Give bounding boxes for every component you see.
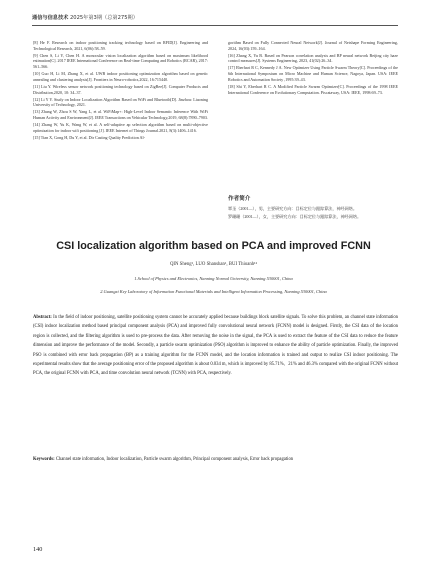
author-info-item: 罗珊珊（2001—），女，主要研究方向：目标定位与跟踪算法，神经网络。 [228, 213, 362, 219]
paper-title: CSI localization algorithm based on PCA and improved FCNN [56, 240, 371, 252]
reference-item: [18] Shi Y, Eberhart R C. A Modified Particle Swarm Optimizer[C]. Proceedings of the 1998 IEEE International Conference on Evolutionary Computation. Piscataway, USA: IEEE, 1998:69–73. [228, 83, 398, 95]
header-rule [32, 25, 398, 26]
keywords-text: Channel state information, Indoor localization, Particle swarm algorithm, Principal component analysis, Error back propagation [55, 457, 294, 462]
reference-item: [15] Tian X, Gong H, Du Y, et al. Dir Casting Quality Prediction Al- [33, 134, 146, 140]
issue-info: 2025年第3期（总第275期） [69, 15, 138, 21]
abstract [33, 313, 398, 379]
abstract-label: Abstract: [33, 315, 52, 320]
keywords-label: Keywords: [33, 457, 55, 462]
reference-item: [17] Eberhart R C, Kennedy J A. New Optimizer Using Particle Swarm Theory[C]. Proceedings of the 6th International Symposium on Micro Machine and Human Science, Nagoya, Japan. USA: IEEE Robotics and Automation Society ,1995:39–43. [228, 65, 398, 82]
author-info [228, 197, 398, 221]
reference-item: [12] Li Y Y. Study on Indoor Localization Algorithm Based on WiFi and Bluetooth[D]. Jinzhou: Liaoning University of Technology, 2021. [33, 96, 208, 108]
references-right-column [228, 40, 398, 97]
reference-item: [16] Zhang X, Yu B. Based on Pearson correlation analysis and BP neural network Beijing city haze control measures[J]. Systems Engineering, 2023, 41(02):26–34. [228, 52, 398, 64]
reference-item: [13] Zhang W, Zhou S W, Yang L, et al. WiFiMap+: High-Level Indoor Semantic Inference With WiFi Human Activity and Environment[J]. IEEE Transactions on Vehicular Technology,2019, 68(8):7890–7903. [33, 109, 208, 120]
reference-item: gorithm Based on Fully Connected Neural Network[J]. Journal of Netshape Forming Engineering, 2024, 16(03):159–164. [228, 40, 398, 51]
author-info-item: 覃圣（2001—），男，主要研究方向：目标定位与跟踪算法，神经网络。 [228, 205, 357, 211]
reference-item: [9] Chen S, Li Y, Chen H. A monocular vision localization algorithm based on maximum likelihood estimation[C]. 2017 IEEE International Conference on Real-time Computing and Robotics (RCAR), 2017: 561–566. [33, 52, 208, 70]
page-number: 140 [33, 546, 43, 553]
reference-item: [10] Guo H, Li M, Zhang X, et al. UWB indoor positioning optimization algorithm based on genetic annealing and clustering analysis[J]. Frontiers in Neuro-robotics,2022, 16:715440. [33, 71, 208, 82]
reference-item: [14] Zhang W, Yu K, Wang W, et al. A self-adaptive ap selection algorithm based on multi-objective optimization for indoor wifi positioning [J]. IEEE Internet of Things Journal.2021, 8(3):1406–1416. [33, 121, 208, 133]
author-info-title: 作者简介 [228, 196, 251, 202]
paper-authors: QIN Sheng¹, LUO Shanshan¹, BUI Thioanh¹² [169, 262, 258, 267]
affiliation-1: 1.School of Physics and Electronics, Nanning Normal University, Nanning 530001, China [134, 276, 293, 281]
reference-item: [11] Liu Y. Wireless sensor network positioning technology based on ZigBee[J]. Computer Products and Distribution,2020, 10: 34–37. [33, 83, 208, 95]
references-left-column [33, 40, 208, 142]
affiliation-2: 2.Guangxi Key Laboratory of Information Functional Materials and Intelligent Information Processing, Nanning 530001, China [100, 289, 327, 294]
journal-name: 通信与信息技术 [32, 15, 69, 21]
abstract-text: In the field of indoor positioning, satellite positioning system cannot be accurately applied because buildings block satellite signals. To solve this problem, an channel state information (CSI) indoor localization method based principal component analysis (PCA) and improved fully convolutional neural network (FCNN) model is designed. Firstly, the CSI data of the location region is collected, and the filtering algorithm is used to pre-process the data. After removing the noise in the signal, the PCA is used to extract the feature of the CSI data to reduce the feature dimension and improve the performance of the model. Secondly, a particle swarm optimization (PSO) algorithm is improved to enhance the ability of particle optimization. Finally, the improved PSO is combined with error back propagation (BP) as a training algorithm for the FCNN model, and the location information is trained and output to realize CSI indoor positioning. The experimental results show that the average positioning error of the proposed algorithm is about 0.034 m, which is improved by 85.71%、21% and 46.3% compared with the original FCNN without PCA, the original FCNN with PCA, and time convolution neural network (TCNN) with PCA, respectively. [33, 315, 398, 377]
keywords [33, 455, 398, 464]
reference-item: [8] He F. Research on indoor positioning tracking technology based on RFID[J]. Engineering and Technological Research, 2021, 6(06):58–59. [33, 40, 208, 51]
